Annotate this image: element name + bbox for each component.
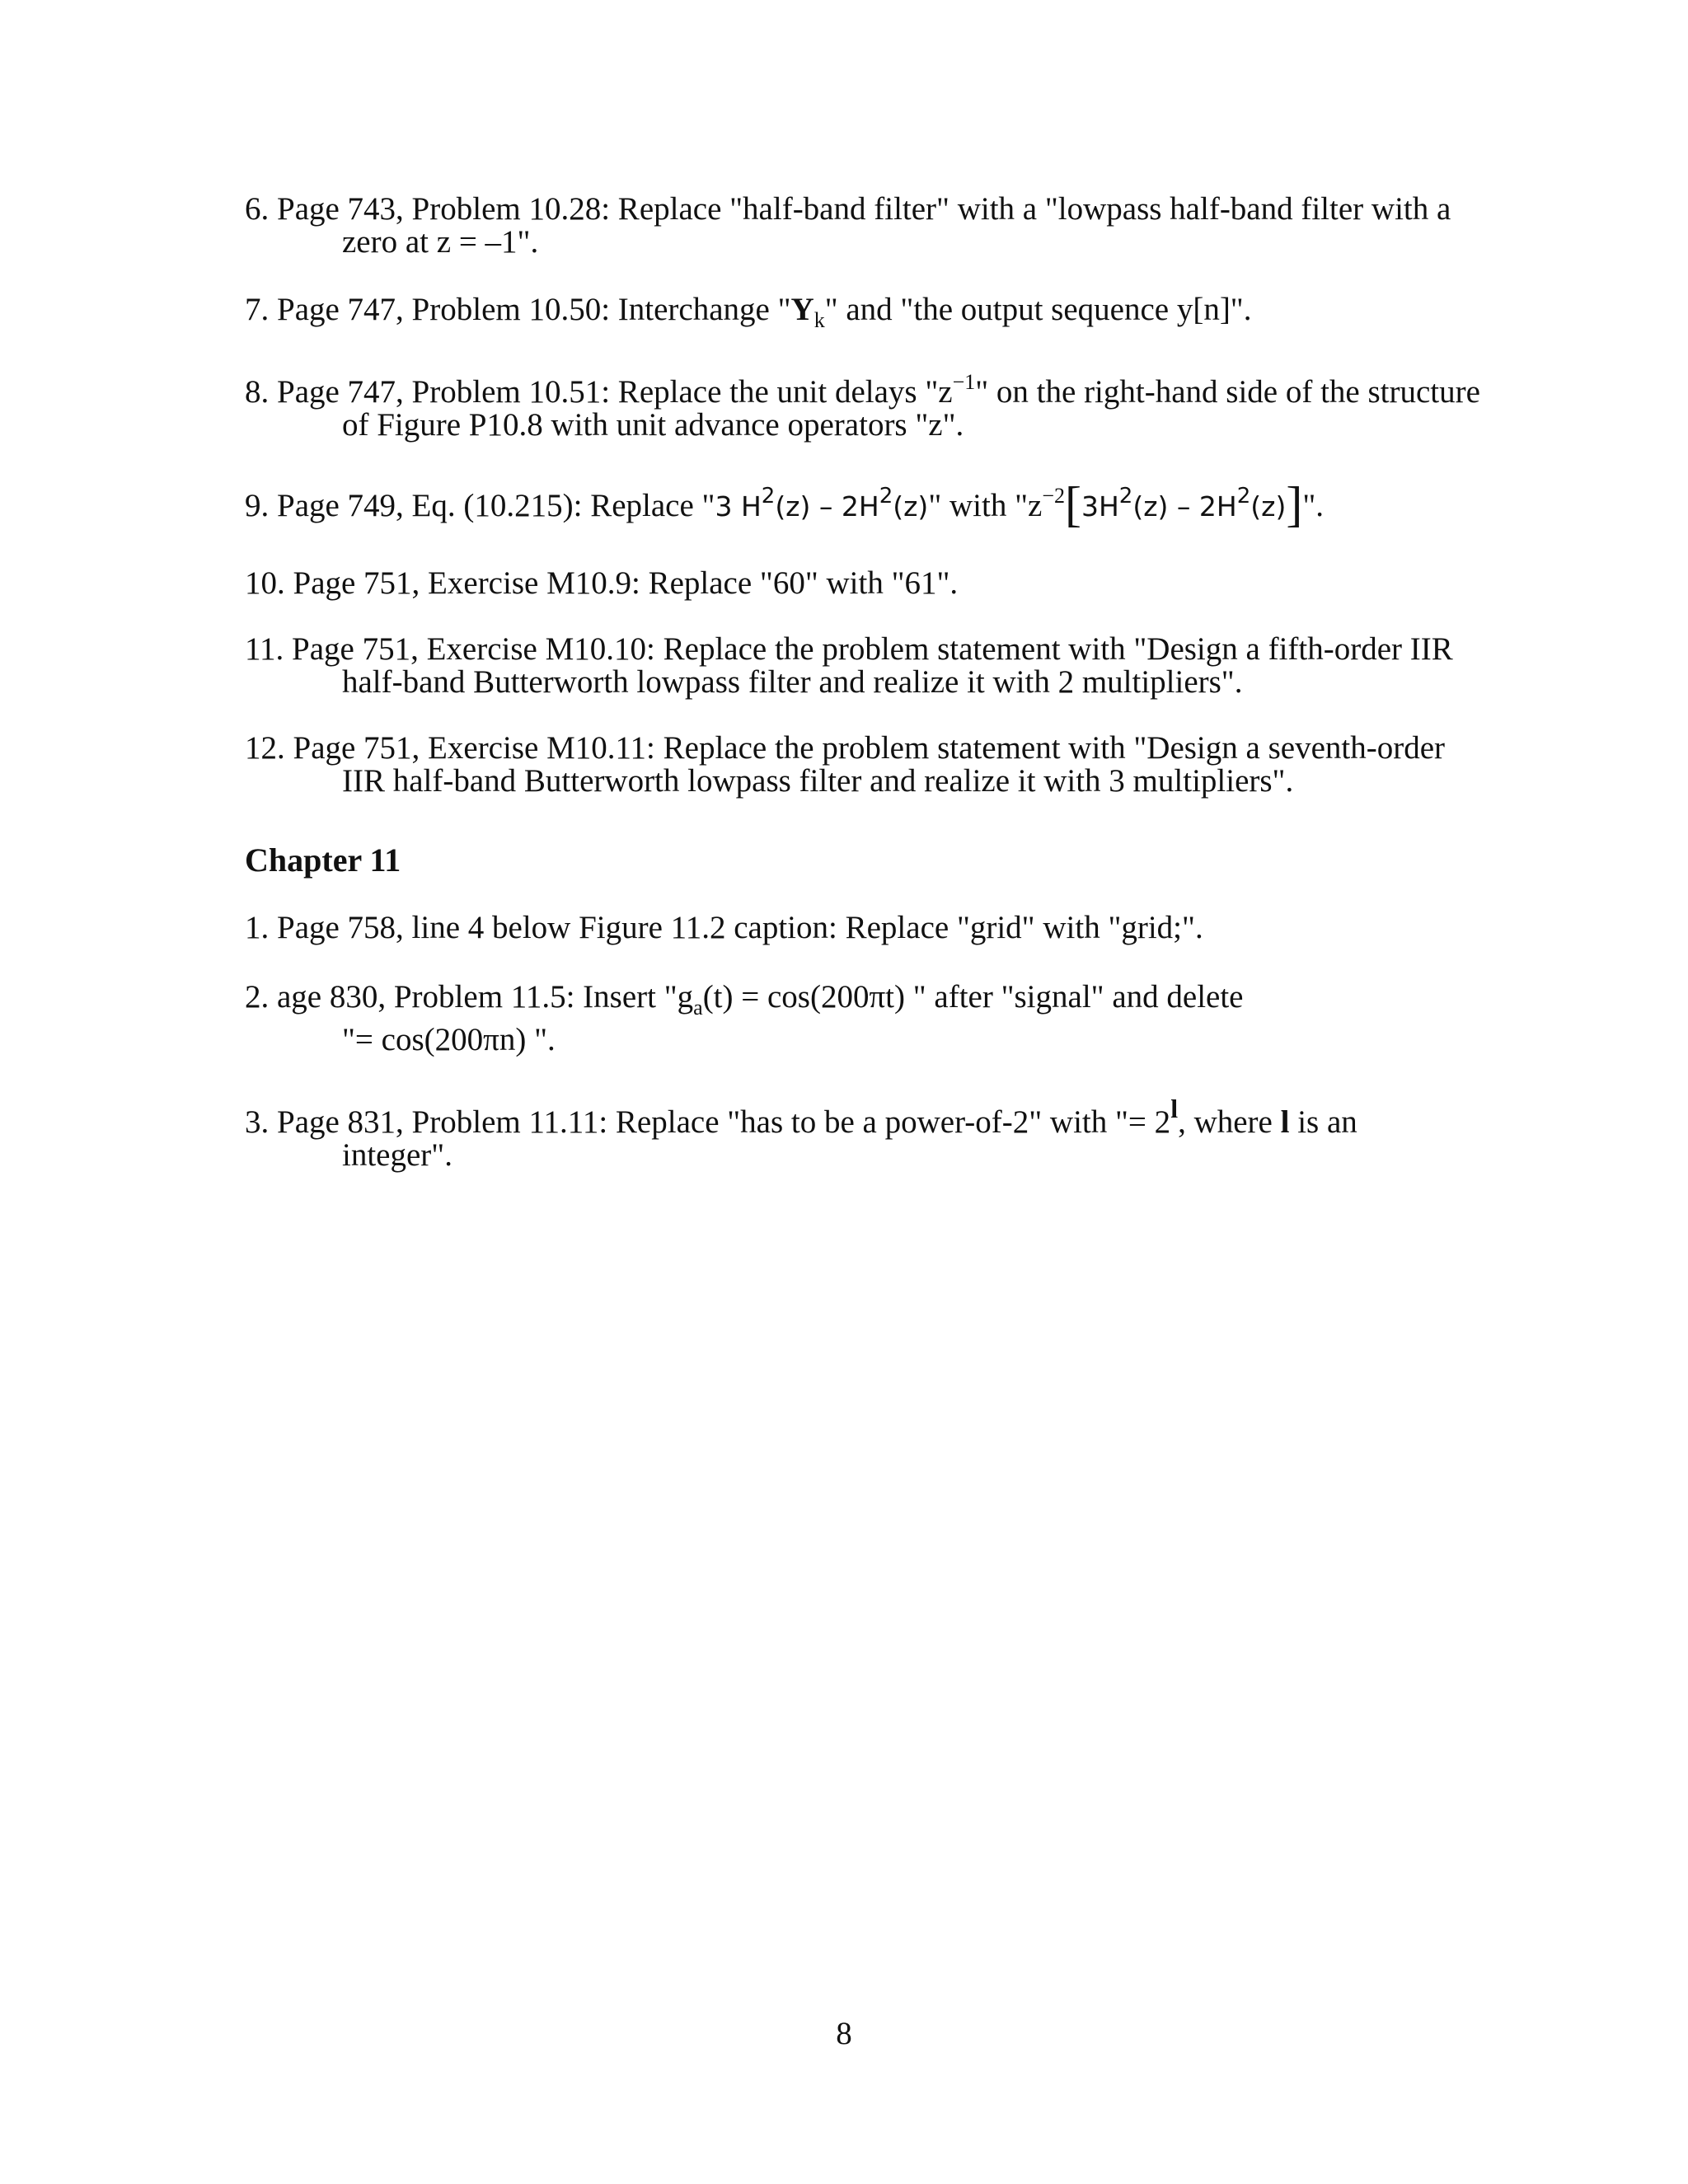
item9-left-bracket: [ <box>1064 477 1081 532</box>
item9-old-sq1: 2 <box>761 484 776 509</box>
chapter11-item-3-line1 <box>245 1094 1531 1140</box>
erratum-item-11 <box>245 633 1531 699</box>
item8-prefix: 8. Page 747, Problem 10.51: Replace the unit delays "z <box>245 374 953 410</box>
c3-mid: , where <box>1178 1104 1281 1140</box>
chapter11-item-1 <box>245 912 1531 944</box>
erratum-item-12 <box>245 732 1531 798</box>
item9-prefix: 9. Page 749, Eq. (10.215): Replace " <box>245 488 715 523</box>
item9-new-b: (z) – 2H <box>1132 490 1237 523</box>
c2-g-symbol: g <box>677 979 694 1015</box>
item9-z-exponent: −2 <box>1042 484 1065 508</box>
erratum-item-7 <box>245 292 1531 332</box>
c2-expression: (t) = cos(200πt) <box>702 979 905 1015</box>
item9-end: ". <box>1302 488 1324 523</box>
chapter-11-heading: Chapter 11 <box>245 841 401 879</box>
c3-suffix: is an <box>1289 1104 1357 1140</box>
erratum-item-12-line1: 12. Page 751, Exercise M10.11: Replace the problem statement with "Design a seventh-order <box>245 730 1445 766</box>
item9-new-sq1: 2 <box>1118 484 1133 509</box>
item7-Y-symbol: Y <box>790 292 814 327</box>
erratum-item-12-line2: IIR half-band Butterworth lowpass filter and realize it with 3 multipliers". <box>342 763 1294 799</box>
item9-old-expression <box>715 484 929 523</box>
c2-suffix: " after "signal" and delete <box>904 979 1244 1015</box>
item9-old-a: 3 H <box>715 490 762 523</box>
chapter11-item-1-line1: 1. Page 758, line 4 below Figure 11.2 caption: Replace "grid" with "grid;". <box>245 910 1203 945</box>
item9-old-sq2: 2 <box>879 484 893 509</box>
erratum-item-11-line1: 11. Page 751, Exercise M10.10: Replace the problem statement with "Design a fifth-order IIR <box>245 631 1453 667</box>
chapter11-item-2-line2: "= cos(200πn) ". <box>342 1022 556 1057</box>
erratum-item-6-line2: zero at z = –1". <box>342 224 539 260</box>
item9-new-a: 3H <box>1081 490 1119 523</box>
erratum-item-9-line1 <box>245 477 1531 532</box>
chapter11-item-3-line2: integer". <box>342 1137 452 1173</box>
erratum-item-10 <box>245 567 1531 600</box>
c2-prefix: 2. age 830, Problem 11.5: Insert " <box>245 979 678 1015</box>
item9-new-expression <box>1081 484 1287 523</box>
item7-suffix: " and "the output sequence y[n]". <box>824 292 1252 327</box>
erratum-item-8-line1 <box>245 370 1531 410</box>
item9-new-c: (z) <box>1250 490 1287 523</box>
erratum-item-6-line1: 6. Page 743, Problem 10.28: Replace "half-band filter" with a "lowpass half-band filter with a <box>245 191 1451 227</box>
erratum-item-9 <box>245 477 1531 532</box>
erratum-item-11-line2: half-band Butterworth lowpass filter and realize it with 2 multipliers". <box>342 664 1243 700</box>
c3-exponent: l <box>1170 1094 1179 1123</box>
chapter11-item-2 <box>245 981 1531 1057</box>
erratum-item-8 <box>245 370 1531 443</box>
c3-l-symbol: l <box>1280 1104 1290 1140</box>
erratum-item-10-line1: 10. Page 751, Exercise M10.9: Replace "60" with "61". <box>245 565 959 601</box>
c3-prefix: 3. Page 831, Problem 11.11: Replace "has to be a power-of-2" with "= 2 <box>245 1104 1171 1140</box>
item8-exponent: −1 <box>952 370 976 394</box>
item7-prefix: 7. Page 747, Problem 10.50: Interchange " <box>245 292 791 327</box>
item9-with: " with "z <box>928 488 1043 523</box>
item9-old-b: (z) – 2H <box>775 490 879 523</box>
chapter11-item-3 <box>245 1094 1531 1173</box>
item8-suffix: " on the right-hand side of the structure <box>975 374 1480 410</box>
item9-right-bracket: ] <box>1286 477 1303 532</box>
item9-old-c: (z) <box>893 490 929 523</box>
c2-a-subscript: a <box>693 996 703 1019</box>
erratum-item-7-line1 <box>245 292 1531 332</box>
chapter11-item-2-line1 <box>245 979 1531 1019</box>
page-number: 8 <box>836 2016 852 2051</box>
erratum-item-6 <box>245 193 1531 259</box>
item9-new-sq2: 2 <box>1236 484 1251 509</box>
erratum-item-8-line2: of Figure P10.8 with unit advance operators "z". <box>342 407 964 443</box>
item7-k-subscript: k <box>814 308 825 332</box>
